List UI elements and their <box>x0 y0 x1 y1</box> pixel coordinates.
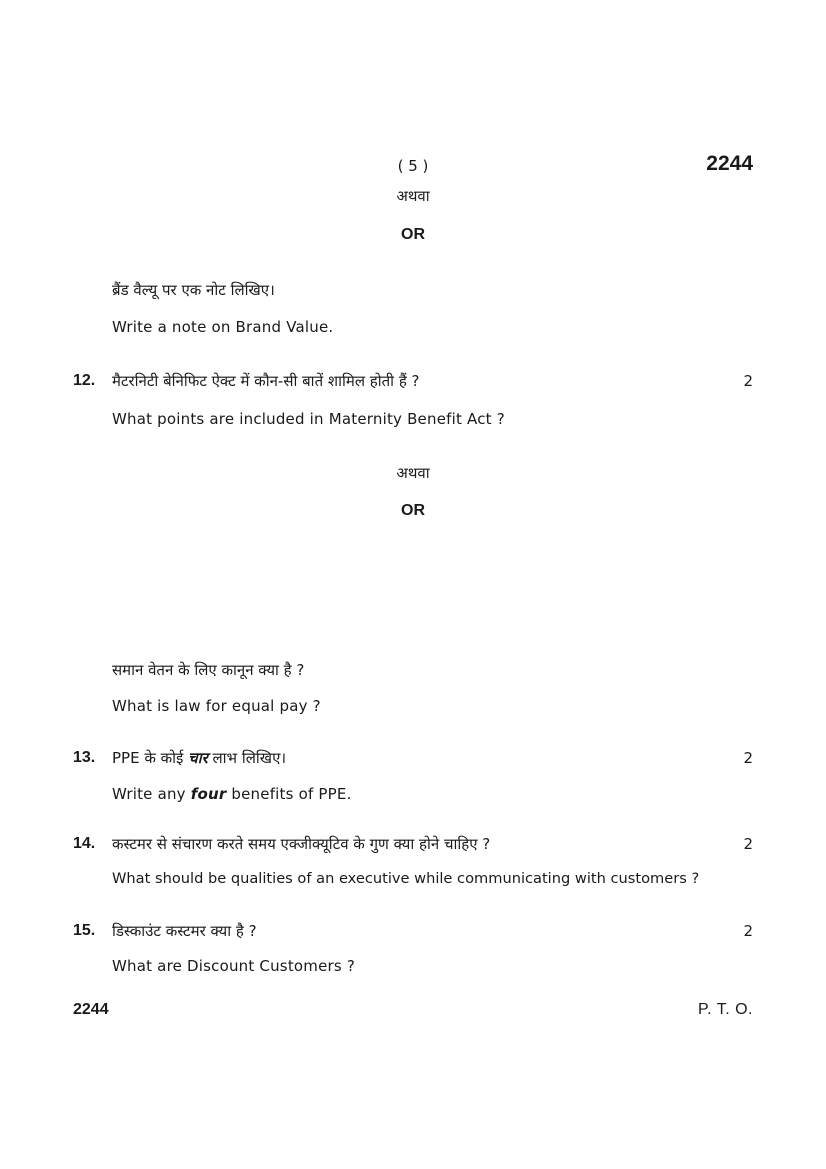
question-number-14: 14. <box>73 835 96 852</box>
question-12-hindi: मैटरनिटी बेनिफिट ऐक्ट में कौन-सी बातें शामिल होती हैं ? <box>112 372 420 390</box>
question-14-hindi: कस्टमर से संचारण करते समय एक्जीक्यूटिव के गुण क्या होने चाहिए ? <box>112 835 491 853</box>
question-15-marks: 2 <box>743 922 753 940</box>
emphasis-four: four <box>190 785 227 803</box>
question-13-english: Write any four benefits of PPE. <box>112 785 352 803</box>
or-hindi-12: अथवा <box>396 464 430 482</box>
question-14-marks: 2 <box>743 835 753 853</box>
or-hindi: अथवा <box>396 187 430 205</box>
pto-label: P. T. O. <box>698 1001 753 1018</box>
question-15-english: What are Discount Customers ? <box>112 957 356 975</box>
question-12-english: What points are included in Maternity Benefit Act ? <box>112 410 505 428</box>
or-english: OR <box>401 226 425 243</box>
question-13-marks: 2 <box>743 749 753 767</box>
question-number-13: 13. <box>73 749 96 766</box>
question-14-english: What should be qualities of an executive while communicating with customers ? <box>112 870 700 887</box>
question-12-alt-hindi: समान वेतन के लिए कानून क्या है ? <box>112 661 305 679</box>
question-number-15: 15. <box>73 922 96 939</box>
question-13-hindi: PPE के कोई चार लाभ लिखिए। <box>112 749 287 767</box>
question-12-marks: 2 <box>743 372 753 390</box>
question-15-hindi: डिस्काउंट कस्टमर क्या है ? <box>112 922 257 940</box>
paper-code-footer: 2244 <box>73 1001 109 1018</box>
paper-code-header: 2244 <box>706 152 753 175</box>
emphasis-char-hindi: चार <box>188 749 208 767</box>
alt-question-hindi: ब्रैंड वैल्यू पर एक नोट लिखिए। <box>112 281 275 299</box>
page-number: ( 5 ) <box>397 157 429 175</box>
question-12-alt-english: What is law for equal pay ? <box>112 697 321 715</box>
alt-question-english: Write a note on Brand Value. <box>112 318 334 336</box>
or-english-12: OR <box>401 502 425 519</box>
question-number-12: 12. <box>73 372 96 389</box>
